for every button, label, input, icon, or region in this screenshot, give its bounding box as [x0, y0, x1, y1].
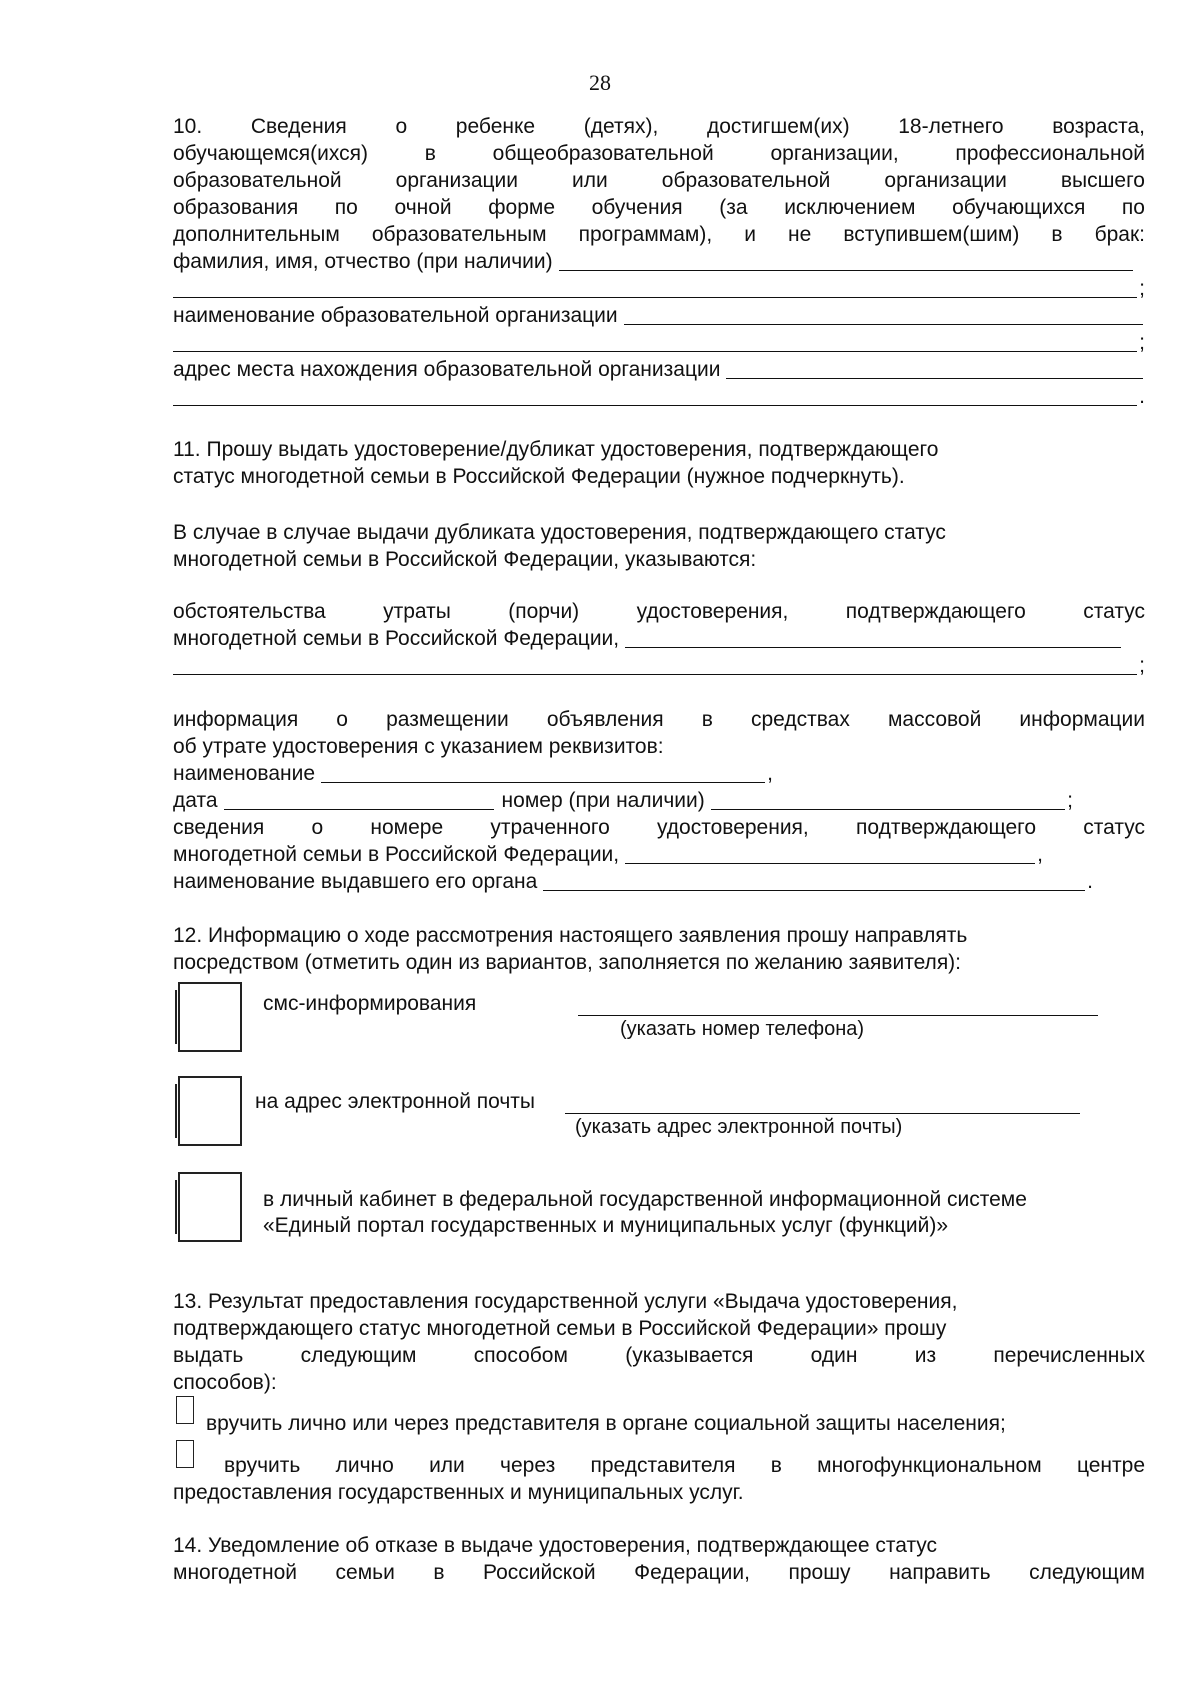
semicolon: ; [1139, 277, 1145, 300]
s13-text-line: выдать следующим способом (указывается один из перечисленных [173, 1344, 1145, 1367]
media-date-label: дата [173, 789, 218, 812]
circumstances-row-2 [173, 652, 1145, 679]
s12-text-line: посредством (отметить один из вариантов, заполняется по желанию заявителя): [173, 951, 962, 974]
org-address-field[interactable] [726, 360, 1143, 379]
result-option-1: вручить лично или через представителя в органе социальной защиты населения; [206, 1412, 1006, 1435]
org-name-field[interactable] [624, 306, 1143, 325]
media-info-line: информация о размещении объявления в средствах массовой информации [173, 708, 1145, 731]
media-date-row [173, 787, 1073, 814]
s10-text-line: дополнительным образовательным программам), и не вступившем(шим) в брак: [173, 223, 1145, 246]
circumstances-line: обстоятельства утраты (порчи) удостоверения, подтверждающего статус [173, 600, 1145, 623]
semicolon: ; [1139, 331, 1145, 354]
sms-checkbox[interactable] [178, 982, 242, 1052]
portal-checkbox[interactable] [178, 1172, 242, 1242]
comma: , [1037, 843, 1043, 866]
period: . [1087, 870, 1093, 893]
result-option-2-line: предоставления государственных и муниципальных услуг. [173, 1481, 744, 1504]
lost-cert-label: многодетной семьи в Российской Федерации, [173, 843, 620, 866]
s10-text-line: обучающемся(ихся) в общеобразовательной организации, профессиональной [173, 142, 1145, 165]
page-number: 28 [589, 70, 611, 95]
circumstances-field-2[interactable] [173, 656, 1137, 675]
duplicate-intro-line: многодетной семьи в Российской Федерации, указываются: [173, 548, 757, 571]
portal-label-line: в личный кабинет в федеральной государственной информационной системе [263, 1188, 1027, 1211]
s10-text-line: образовательной организации или образовательной организации высшего [173, 169, 1145, 192]
phone-field[interactable] [578, 1015, 1098, 1016]
s13-text-line: способов): [173, 1371, 277, 1394]
result-social-protection-checkbox[interactable] [176, 1396, 194, 1424]
s10-text-line: образования по очной форме обучения (за исключением обучающихся по [173, 196, 1145, 219]
child-fio-field[interactable] [559, 252, 1133, 271]
s14-text-line: 14. Уведомление об отказе в выдаче удостоверения, подтверждающее статус [173, 1534, 938, 1557]
media-date-field[interactable] [224, 791, 494, 810]
s11-text-line: 11. Прошу выдать удостоверение/дубликат удостоверения, подтверждающего [173, 438, 939, 461]
semicolon: ; [1067, 789, 1073, 812]
org-address-row-2 [173, 383, 1145, 410]
semicolon: ; [1139, 654, 1145, 677]
media-number-label: номер (при наличии) [501, 789, 705, 812]
lost-cert-line: сведения о номере утраченного удостоверения, подтверждающего статус [173, 816, 1145, 839]
email-label: на адрес электронной почты [255, 1090, 536, 1113]
media-info-line: об утрате удостоверения с указанием реквизитов: [173, 735, 664, 758]
phone-hint: (указать номер телефона) [620, 1018, 865, 1040]
org-name-label: наименование образовательной организации [173, 304, 618, 327]
result-option-2-line: вручить лично или через представителя в многофункциональном центре [224, 1454, 1145, 1477]
lost-cert-row [173, 841, 1043, 868]
s14-text-line: многодетной семьи в Российской Федерации, прошу направить следующим [173, 1561, 1145, 1584]
email-field[interactable] [565, 1113, 1080, 1114]
media-name-label: наименование [173, 762, 316, 785]
lost-cert-number-field[interactable] [625, 845, 1035, 864]
org-name-row-2 [173, 329, 1145, 356]
circumstances-field[interactable] [625, 629, 1121, 648]
comma: , [767, 762, 773, 785]
media-name-field[interactable] [321, 764, 765, 783]
result-mfc-checkbox[interactable] [176, 1440, 194, 1468]
s10-text-line: 10. Сведения о ребенке (детях), достигшем(их) 18-летнего возраста, [173, 115, 1145, 138]
issuer-label: наименование выдавшего его органа [173, 870, 538, 893]
child-fio-label: фамилия, имя, отчество (при наличии) [173, 250, 553, 273]
org-address-row [173, 356, 1145, 383]
email-hint: (указать адрес электронной почты) [575, 1116, 903, 1138]
issuer-row [173, 868, 1093, 895]
org-name-field-2[interactable] [173, 333, 1137, 352]
media-number-field[interactable] [711, 791, 1065, 810]
portal-label-line: «Единый портал государственных и муниципальных услуг (функций)» [263, 1214, 949, 1237]
period: . [1139, 385, 1145, 408]
org-address-field-2[interactable] [173, 387, 1137, 406]
s11-text-line: статус многодетной семьи в Российской Федерации (нужное подчеркнуть). [173, 465, 905, 488]
circumstances-row [173, 625, 1123, 652]
email-checkbox[interactable] [178, 1076, 242, 1146]
child-fio-field-2[interactable] [173, 279, 1137, 298]
child-fio-row [173, 248, 1135, 275]
s13-text-line: подтверждающего статус многодетной семьи в Российской Федерации» прошу [173, 1317, 947, 1340]
issuer-field[interactable] [543, 872, 1085, 891]
s13-text-line: 13. Результат предоставления государственной услуги «Выдача удостоверения, [173, 1290, 958, 1313]
circumstances-label: многодетной семьи в Российской Федерации, [173, 627, 620, 650]
org-address-label: адрес места нахождения образовательной организации [173, 358, 721, 381]
sms-label: смс-информирования [263, 992, 477, 1015]
media-name-row [173, 760, 773, 787]
child-fio-row-2 [173, 275, 1145, 302]
org-name-row [173, 302, 1145, 329]
duplicate-intro-line: В случае в случае выдачи дубликата удостоверения, подтверждающего статус [173, 521, 946, 544]
s12-text-line: 12. Информацию о ходе рассмотрения настоящего заявления прошу направлять [173, 924, 968, 947]
